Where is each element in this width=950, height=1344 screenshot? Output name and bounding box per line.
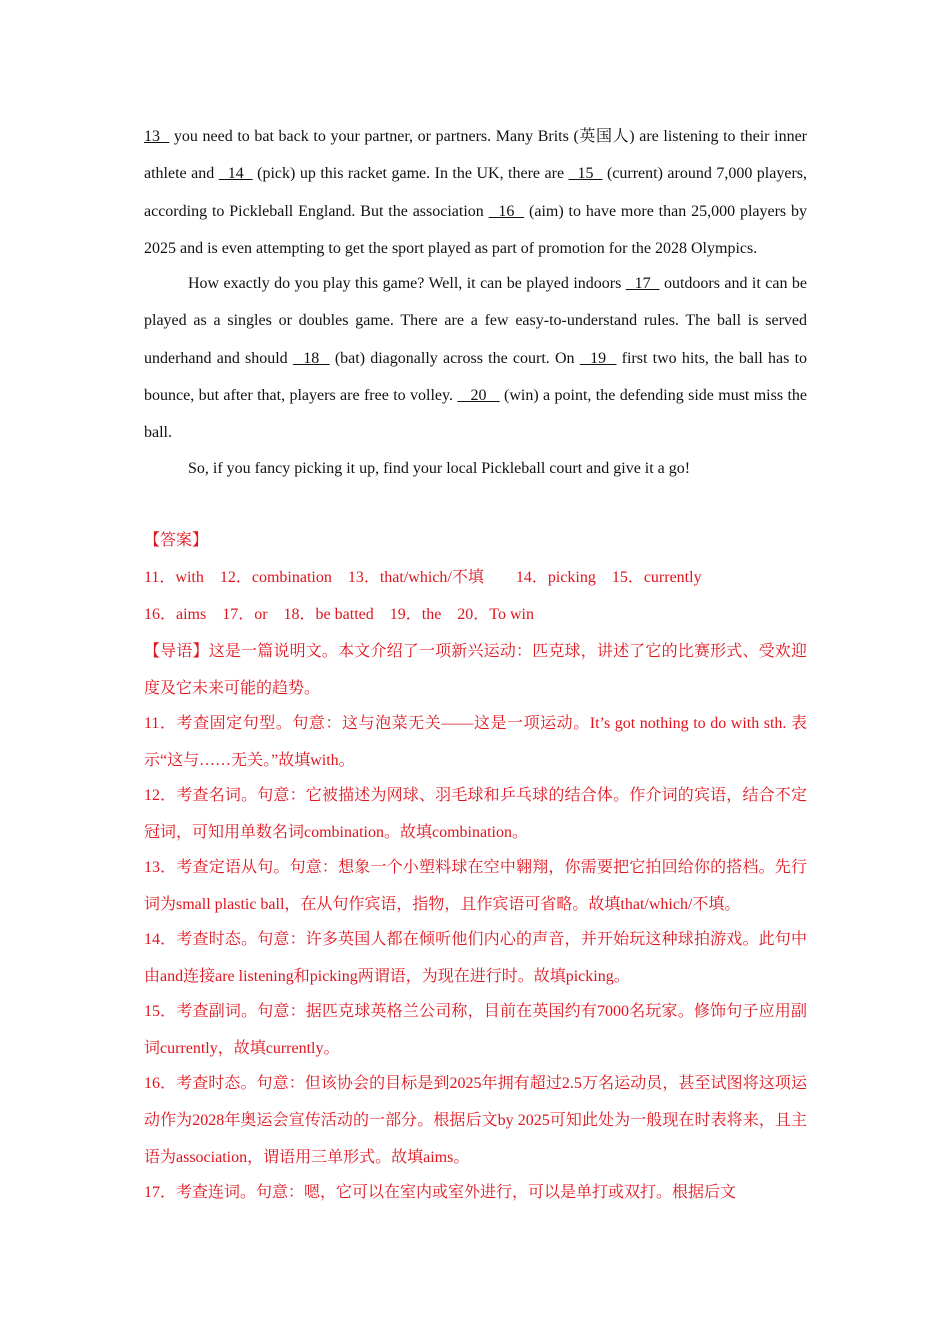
explanation-14: 14．考查时态。句意：许多英国人都在倾听他们内心的声音，并开始玩这种球拍游戏。此句中由and连接are listening和picking两谓语，为现在进行时。故填picking。 <box>144 931 807 985</box>
passage-text: (win) a point, the defending side must miss the ball. <box>144 387 808 442</box>
passage-text: How exactly do you play this game? Well, it can be played indoors <box>188 275 626 293</box>
blank-17: 17 <box>625 275 660 293</box>
explanation-11: 11．考查固定句型。句意：这与泡菜无关——这是一项运动。It’s got nothing to do with sth. 表示“这与……无关。”故填with。 <box>144 715 807 769</box>
passage-paragraph-1 <box>144 118 807 267</box>
passage-text: (pick) up this racket game. In the UK, there are <box>252 165 569 183</box>
answer-line-1: 11．with 12．combination 13．that/which/不填 14．picking 15．currently <box>144 569 702 586</box>
explanation-15: 15．考查副词。句意：据匹克球英格兰公司称，目前在英国约有7000名玩家。修饰句子应用副词currently，故填currently。 <box>144 1003 807 1057</box>
passage <box>144 118 807 487</box>
explanations <box>144 633 807 1211</box>
passage-text: outdoors and it can be played as a singles or doubles game. There are a few easy-to-understand rules. The ball is served underhand and should <box>144 275 807 367</box>
answer-line-2: 16．aims 17．or 18．be batted 19．the 20．To win <box>144 606 534 623</box>
explanation-16: 16．考查时态。句意：但该协会的目标是到2025年拥有超过2.5万名运动员，甚至试图将这项运动作为2028年奥运会宣传活动的一部分。根据后文by 2025可知此处为一般现在时表将来，且主语为association，谓语用三单形式。故填aims。 <box>144 1075 807 1166</box>
passage-text: (aim) to have more than 25,000 players by 2025 and is even attempting to get the sport played as part of promotion for the 2028 Olympics. <box>144 202 808 257</box>
passage-paragraph-2 <box>144 265 807 451</box>
passage-text: you need to bat back to your partner, or partners. Many Brits (英国人) are listening to their inner athlete and <box>144 128 807 183</box>
blank-15: 15 <box>568 165 603 183</box>
blank-14: 14 <box>218 165 253 183</box>
blank-18: 18 <box>292 349 330 367</box>
explanation-17: 17．考查连词。句意：嗯，它可以在室内或室外进行，可以是单打或双打。根据后文 <box>144 1184 737 1201</box>
answer-heading: 【答案】 <box>144 532 209 549</box>
explanation-13: 13．考查定语从句。句意：想象一个小塑料球在空中翱翔，你需要把它拍回给你的搭档。先行词为small plastic ball，在从句作宾语，指物，且作宾语可省略。故填that/which/不填。 <box>144 859 807 913</box>
answer-section <box>144 522 807 1211</box>
passage-paragraph-3: So, if you fancy picking it up, find your local Pickleball court and give it a go! <box>188 459 691 477</box>
blank-19: 19 <box>579 349 617 367</box>
passage-text: (current) around 7,000 players, according to Pickleball England. But the association <box>144 165 807 220</box>
passage-text: first two hits, the ball has to bounce, but after that, players are free to volley. <box>144 349 808 405</box>
passage-text: (bat) diagonally across the court. On <box>329 349 580 367</box>
explanation-12: 12．考查名词。句意：它被描述为网球、羽毛球和乒乓球的结合体。作介词的宾语，结合不定冠词，可知用单数名词combination。故填combination。 <box>144 787 807 841</box>
blank-13: 13 <box>144 128 170 145</box>
blank-16: 16 <box>488 202 525 220</box>
explanation-intro: 【导语】这是一篇说明文。本文介绍了一项新兴运动：匹克球，讲述了它的比赛形式、受欢迎度及它未来可能的趋势。 <box>144 643 807 697</box>
blank-20: 20 <box>457 387 500 405</box>
